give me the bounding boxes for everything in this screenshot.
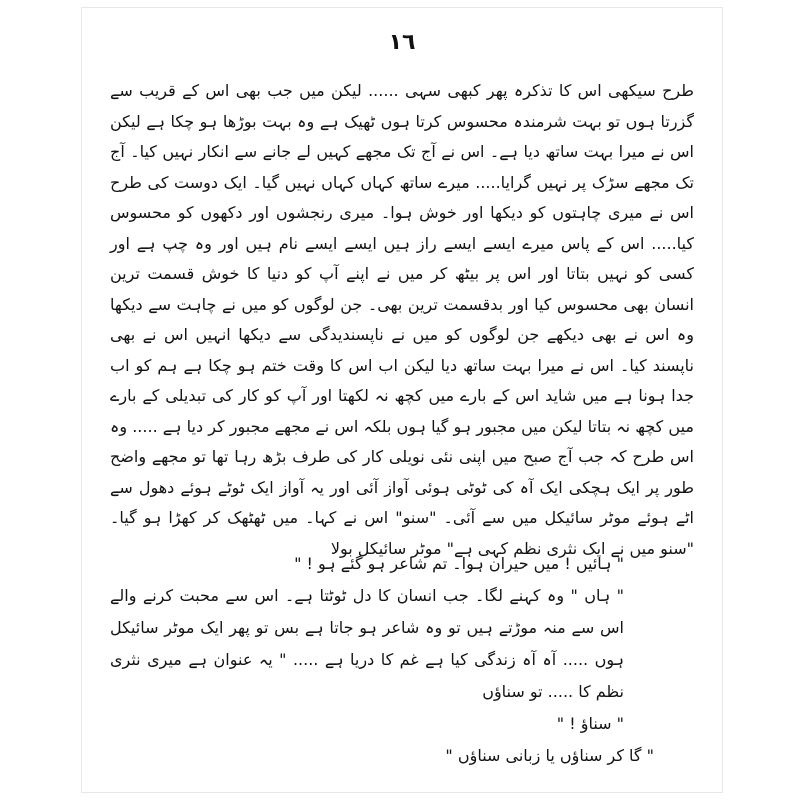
dialogue-line: " گا کر سناؤں یا زبانی سناؤں " [445,746,654,765]
dialogue-line: " ہائیں ! میں حیران ہوا۔ تم شاعر ہو گئے ہو ! " [294,554,624,573]
page-number: ١٦ [388,30,416,55]
paragraph: طرح سیکھی اس کا تذکرہ پھر کبھی سہی ...... لیکن میں جب بھی اس کے قریب سے گزرتا ہوں تو بہت شرمندہ محسوس کرتا ہوں ٹھیک ہے وہ بہت بوڑھا ہو چکا ہے لیکن اس نے میرا بہت ساتھ دیا ہے۔ اس نے آج تک مجھے کہیں لے جانے سے انکار نہیں کیا۔ آج تک مجھے سڑک پر نہیں گرایا..... میرے ساتھ کہاں کہاں نہیں گیا۔ ایک دوست کی طرح اس نے میری چاہتوں کو دیکھا اور خوش ہوا۔ میری رنجشوں اور دکھوں کو محسوس کیا..... اس کے پاس میرے ایسے ایسے راز ہیں ایسے ایسے نام ہیں اور وہ چپ ہے اور کسی کو نہیں بتاتا اور اس پر بیٹھ کر میں نے اپنے آپ کو دنیا کا خوش قسمت ترین انسان بھی محسوس کیا اور بدقسمت ترین بھی۔ جن لوگوں کو میں نے چاہت سے دیکھا وہ اس نے بھی دیکھے جن لوگوں کو میں نے ناپسندیدگی سے دیکھا انہیں اس نے بھی ناپسند کیا۔ اس نے میرا بہت ساتھ دیا لیکن اب اس کا وقت ختم ہو چکا ہے ہم کو اب جدا ہونا ہے میں شاید اس کے بارے میں کچھ نہ لکھتا اور آپ کو کار کی تبدیلی کے بارے میں کچھ نہ بتاتا لیکن میں مجبور ہو گیا ہوں بلکہ اس نے مجھے مجبور کر دیا ہے ..... وہ اس طرح کہ جب آج صبح میں اپنی نئی نویلی کار کی طرف بڑھ رہا تھا تو مجھے واضح طور پر ایک ہچکی ایک آہ کی ٹوٹی ہوئی آواز آئی اور یہ آواز ایک ٹوٹے ہوئے دھول سے اٹے ہوئے موٹر سائیکل میں سے آئی۔ "سنو" اس نے کہا۔ میں ٹھٹھک کر کھڑا ہو گیا۔ "سنو میں نے ایک نثری نظم کہی ہے" موٹر سائیکل بولا [110,81,694,558]
dialogue-block [110,548,694,772]
body-text [110,76,694,564]
document-page [82,8,722,792]
dialogue-line: " ہاں " وہ کہنے لگا۔ جب انسان کا دل ٹوٹتا ہے۔ اس سے محبت کرنے والے اس سے منہ موڑتے ہیں تو وہ شاعر ہو جاتا ہے بس تو پھر ایک موٹر سائیکل ہوں ..... آہ آہ زندگی کیا ہے غم کا دریا ہے ..... " یہ عنوان ہے میری نثری نظم کا ..... تو سناؤں [110,586,624,701]
dialogue-line: " سناؤ ! " [556,714,624,733]
